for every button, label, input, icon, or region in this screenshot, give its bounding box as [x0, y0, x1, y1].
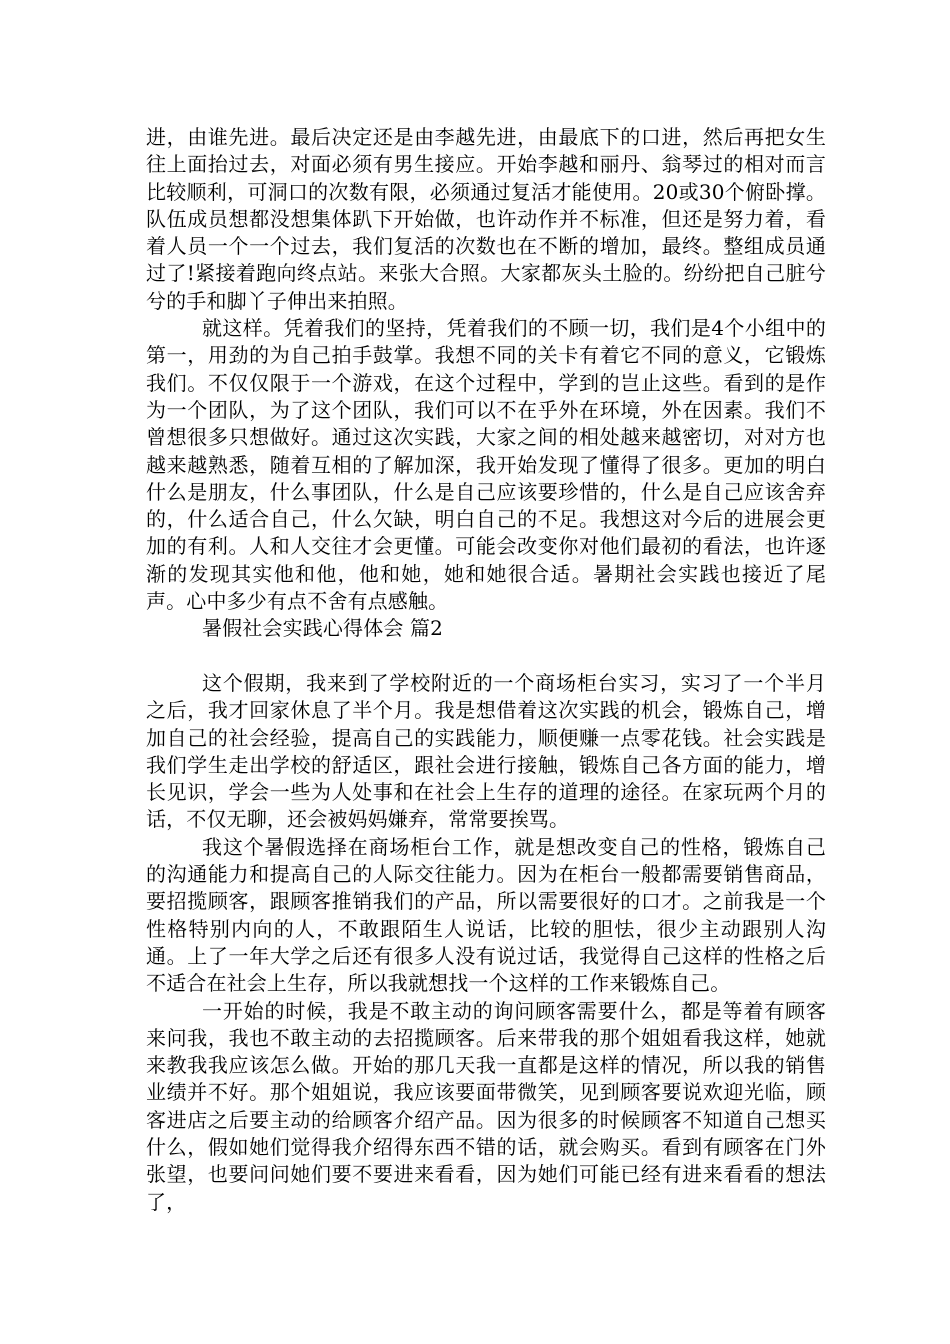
paragraph-4: 我这个暑假选择在商场柜台工作，就是想改变自己的性格，锻炼自己的沟通能力和提高自己的人际交往能力。因为在柜台一般都需要销售商品，要招揽顾客，跟顾客推销我们的产品，所以需要很好的口才。之前我是一个性格特别内向的人，不敢跟陌生人说话，比较的胆怯，很少主动跟别人沟通。上了一年大学之后还有很多人没有说过话，我觉得自己这样的性格之后不适合在社会上生存，所以我就想找一个这样的工作来锻炼自己。 [146, 834, 826, 996]
document-body [146, 124, 826, 1216]
paragraph-1: 进，由谁先进。最后决定还是由李越先进，由最底下的口进，然后再把女生往上面抬过去，对面必须有男生接应。开始李越和丽丹、翁琴过的相对而言比较顺利，可洞口的次数有限，必须通过复活才能使用。20或30个俯卧撑。队伍成员想都没想集体趴下开始做，也许动作并不标准，但还是努力着，看着人员一个一个过去，我们复活的次数也在不断的增加，最终。整组成员通过了!紧接着跑向终点站。来张大合照。大家都灰头土脸的。纷纷把自己脏兮兮的手和脚丫子伸出来拍照。 [146, 125, 826, 313]
paragraph-5: 一开始的时候，我是不敢主动的询问顾客需要什么，都是等着有顾客来问我，我也不敢主动的去招揽顾客。后来带我的那个姐姐看我这样，她就来教我我应该怎么做。开始的那几天我一直都是这样的情况，所以我的销售业绩并不好。那个姐姐说，我应该要面带微笑，见到顾客要说欢迎光临，顾客进店之后要主动的给顾客介绍产品。因为很多的时候顾客不知道自己想买什么，假如她们觉得我介绍得东西不错的话，就会购买。看到有顾客在门外张望，也要问问她们要不要进来看看，因为她们可能已经有进来看看的想法了， [146, 998, 826, 1214]
paragraph-2: 就这样。凭着我们的坚持，凭着我们的不顾一切，我们是4个小组中的第一，用劲的为自己拍手鼓掌。我想不同的关卡有着它不同的意义，它锻炼我们。不仅仅限于一个游戏，在这个过程中，学到的岂止这些。看到的是作为一个团队，为了这个团队，我们可以不在乎外在环境，外在因素。我们不曾想很多只想做好。通过这次实践，大家之间的相处越来越密切，对对方也越来越熟悉，随着互相的了解加深，我开始发现了懂得了很多。更加的明白什么是朋友，什么事团队，什么是自己应该要珍惜的，什么是自己应该舍弃的，什么适合自己，什么欠缺，明白自己的不足。我想这对今后的进展会更加的有利。人和人交往才会更懂。可能会改变你对他们最初的看法，也许逐渐的发现其实他和他，他和她，她和她很合适。暑期社会实践也接近了尾声。心中多少有点不舍有点感触。 [146, 316, 826, 614]
paragraph-3: 这个假期，我来到了学校附近的一个商场柜台实习，实习了一个半月之后，我才回家休息了半个月。我是想借着这次实践的机会，锻炼自己，增加自己的社会经验，提高自己的实践能力，顺便赚一点零花钱。社会实践是我们学生走出学校的舒适区，跟社会进行接触，锻炼自己各方面的能力，增长见识，学会一些为人处事和在社会上生存的道理的途径。在家玩两个月的话，不仅无聊，还会被妈妈嫌弃，常常要挨骂。 [146, 670, 826, 832]
section-heading: 暑假社会实践心得体会 篇2 [202, 616, 444, 641]
